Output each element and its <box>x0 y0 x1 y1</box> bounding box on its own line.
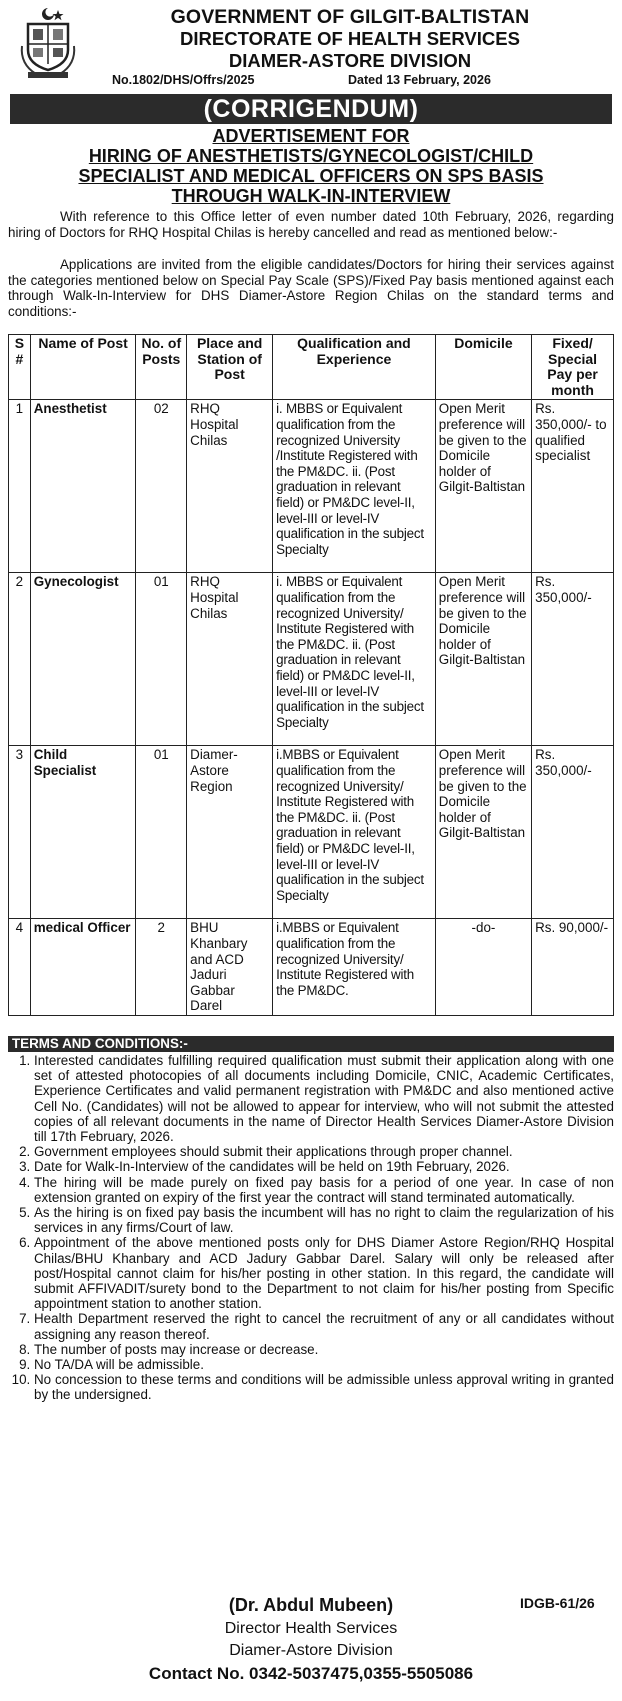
header-num-posts: No. of Posts <box>136 335 187 400</box>
letter-date: Dated 13 February, 2026 <box>348 73 491 87</box>
terms-list <box>8 1053 614 1403</box>
row-post: Gynecologist <box>30 573 136 746</box>
row-domicile: -do- <box>435 919 531 1016</box>
header-place: Place and Station of Post <box>187 335 273 400</box>
row-num-posts: 02 <box>136 400 187 573</box>
header-post-name: Name of Post <box>30 335 136 400</box>
signatory-title: Director Health Services <box>224 1620 398 1637</box>
table-row <box>9 573 614 746</box>
row-domicile: Open Merit preference will be given to the Domicile holder of Gilgit-Baltistan <box>435 400 531 573</box>
ad-title-line-3: SPECIALIST AND MEDICAL OFFICERS ON SPS BASIS <box>78 166 544 186</box>
list-item: 3. Date for Walk-In-Interview of the candidates will be held on 19th February, 2026. <box>34 1159 614 1174</box>
row-serial: 4 <box>9 919 31 1016</box>
row-num-posts: 2 <box>136 919 187 1016</box>
row-qualification: i. MBBS or Equivalent qualification from the recognized University /Institute Registered with the PM&DC. ii. (Post graduation in relevant field) or PM&DC level-II, level-III or level-IV qualification in the subject Specialty <box>273 400 436 573</box>
header-pay: Fixed/ Special Pay per month <box>532 335 614 400</box>
list-item: 6. Appointment of the above mentioned posts only for DHS Diamer Astore Region/RHQ Hospital Chilas/BHU Khanbary and ACD Jadury Gabbar Darel. Salary will only be released after post/Hospital cannot claim for his/her posting in other station. In this regard, the candidate will submit AFFIVADIT/surety bond to the Department to not claim for his/her posting from Specific appointment station to another station. <box>34 1235 614 1311</box>
header-domicile: Domicile <box>435 335 531 400</box>
contact-numbers: Contact No. 0342-5037475,0355-5505086 <box>148 1664 474 1683</box>
row-pay: Rs. 350,000/- <box>532 746 614 919</box>
header-line-2: DIRECTORATE OF HEALTH SERVICES <box>180 28 520 49</box>
table-header-row <box>9 335 614 400</box>
ad-title-line-4: THROUGH WALK-IN-INTERVIEW <box>171 186 451 206</box>
list-item: 9. No TA/DA will be admissible. <box>34 1357 614 1372</box>
ad-title-line-1: ADVERTISEMENT FOR <box>212 126 410 146</box>
list-item: 10. No concession to these terms and conditions will be admissible unless approval writing in granted by the undersigned. <box>34 1372 614 1402</box>
row-place: RHQ Hospital Chilas <box>187 573 273 746</box>
reference-number: No.1802/DHS/Offrs/2025 <box>112 73 255 87</box>
row-qualification: i.MBBS or Equivalent qualification from the recognized University/ Institute Registered with the PM&DC. <box>273 919 436 1016</box>
row-place: RHQ Hospital Chilas <box>187 400 273 573</box>
list-item: 1. Interested candidates fulfilling required qualification must submit their application along with one set of attested photocopies of all documents including Domicile, CNIC, Academic Certificates, Experience Certificates and valid permanent registration with PM&DC and also mentioned active Cell No. (Candidates) will not be allowed to appear for interview, who will not submit the attested copies of all relevant documents in the name of Director Health Services Diamer-Astore Division till 17th February, 2026. <box>34 1053 614 1144</box>
table-row <box>9 746 614 919</box>
row-place: Diamer-Astore Region <box>187 746 273 919</box>
row-post: medical Officer <box>30 919 136 1016</box>
row-num-posts: 01 <box>136 573 187 746</box>
row-serial: 1 <box>9 400 31 573</box>
table-row <box>9 919 614 1016</box>
header-serial: S # <box>9 335 31 400</box>
row-serial: 3 <box>9 746 31 919</box>
header-line-3: DIAMER-ASTORE DIVISION <box>228 50 472 71</box>
list-item: 7. Health Department reserved the right to cancel the recruitment of any or all candidates without assigning any reason thereof. <box>34 1311 614 1341</box>
signatory-name: (Dr. Abdul Mubeen) <box>228 1595 394 1615</box>
row-serial: 2 <box>9 573 31 746</box>
list-item: 5. As the hiring is on fixed pay basis the incumbent will has no right to claim the regularization of his services in any firms/Court of law. <box>34 1205 614 1235</box>
row-post: Anesthetist <box>30 400 136 573</box>
list-item: 4. The hiring will be made purely on fixed pay basis for a period of one year. In case of non extension granted on expiry of the first year the contract will stand terminated automatically. <box>34 1175 614 1205</box>
header-qualification: Qualification and Experience <box>273 335 436 400</box>
government-emblem-icon <box>18 6 78 82</box>
reference-paragraph: With reference to this Office letter of even number dated 10th February, 2026, regarding hiring of Doctors for RHQ Hospital Chilas is hereby cancelled and read as mentioned below:- <box>8 209 614 240</box>
row-post: Child Specialist <box>30 746 136 919</box>
posts-table <box>8 334 614 1016</box>
row-pay: Rs. 350,000/- <box>532 573 614 746</box>
table-row <box>9 400 614 573</box>
row-num-posts: 01 <box>136 746 187 919</box>
header-line-1: GOVERNMENT OF GILGIT-BALTISTAN <box>170 6 530 28</box>
row-domicile: Open Merit preference will be given to the Domicile holder of Gilgit-Baltistan <box>435 573 531 746</box>
list-item: 8. The number of posts may increase or decrease. <box>34 1342 614 1357</box>
terms-heading: TERMS AND CONDITIONS:- <box>8 1036 614 1052</box>
list-item: 2. Government employees should submit their applications through proper channel. <box>34 1144 614 1159</box>
row-pay: Rs. 90,000/- <box>532 919 614 1016</box>
row-pay: Rs. 350,000/- to qualified specialist <box>532 400 614 573</box>
invitation-paragraph: Applications are invited from the eligible candidates/Doctors for hiring their services against the categories mentioned below on Special Pay Scale (SPS)/Fixed Pay basis mentioned against each through Walk-In-Interview for DHS Diamer-Astore Region Chilas on the standard terms and conditions:- <box>8 257 614 319</box>
row-domicile: Open Merit preference will be given to the Domicile holder of Gilgit-Baltistan <box>435 746 531 919</box>
row-qualification: i.MBBS or Equivalent qualification from the recognized University/ Institute Registered with the PM&DC. ii. (Post graduation in relevant field) or PM&DC level-II, level-III or level-IV qualification in the subject Specialty <box>273 746 436 919</box>
row-place: BHU Khanbary and ACD Jaduri Gabbar Darel <box>187 919 273 1016</box>
row-qualification: i. MBBS or Equivalent qualification from the recognized University/ Institute Registered with the PM&DC. ii. (Post graduation in relevant field) or PM&DC level-II, level-III or level-IV qualification in the subject Specialty <box>273 573 436 746</box>
signatory-division: Diamer-Astore Division <box>229 1642 393 1659</box>
ad-title-line-2: HIRING OF ANESTHETISTS/GYNECOLOGIST/CHILD <box>88 146 534 166</box>
idgb-number: IDGB-61/26 <box>520 1595 595 1611</box>
corrigendum-banner: (CORRIGENDUM) <box>10 94 612 124</box>
